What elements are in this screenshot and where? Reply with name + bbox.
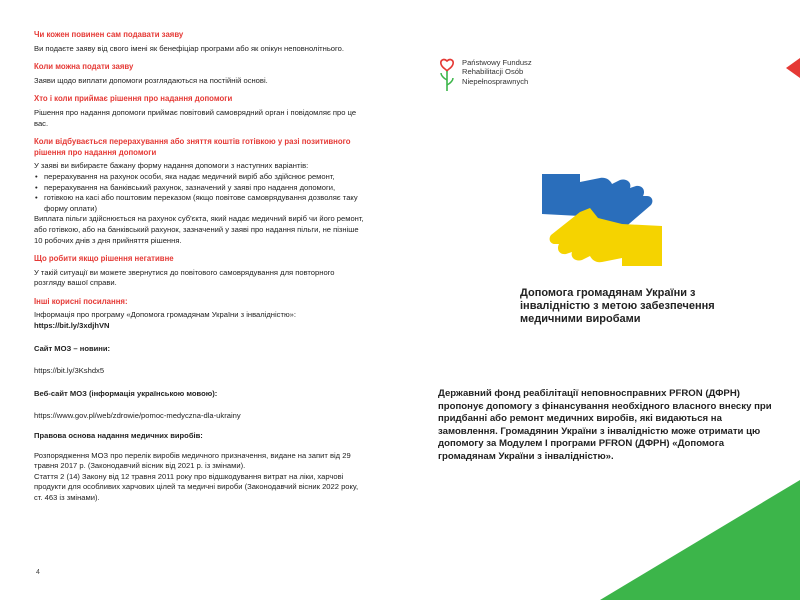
list-item: • перерахування на рахунок особи, яка надає медичний виріб або здійснює ремонт, <box>34 172 364 183</box>
leaflet-intro: Державний фонд реабілітації неповносправних PFRON (ДФРН) пропонує допомогу з фінансування необхідного власного внеску при придбанні або ремонт медичних виробів, які видаються на замовлення. Громадянин України з інвалідністю може отримати цю допомогу за Модулем I програми PFRON (ДФРН) «Допомога громадянам України з інвалідністю». <box>438 388 772 462</box>
corner-red-triangle <box>786 58 800 78</box>
text-legal-1: Розпорядження МОЗ про перелік виробів медичного призначення, видане на запит від 29 травня 2017 р. (Законодавчий вісник від 2021 р. із змінами). <box>34 450 351 471</box>
page-number: 4 <box>36 569 40 576</box>
logo-line-1: Państwowy Fundusz <box>462 58 532 67</box>
text-legal-2: Стаття 2 (14) Закону від 12 травня 2011 року про відшкодування витрат на ліки, харчові продукти для особливих харчових цілей та медичні вироби (Законодавчий вісник 2022 року, ст. 463 із змінами). <box>34 471 359 502</box>
ukraine-hands-icon <box>540 172 664 268</box>
label-moz-web: Веб-сайт МОЗ (інформація українською мовою): <box>34 388 218 398</box>
text-payment: Виплата пільги здійснюється на рахунок суб'єкта, який надає медичний виріб чи його ремонт, або готівкою, або на банківський рахунок, зазначений у заяві про надання пільги, не пізніше 10 робочих днів з дня прийняття рішення. <box>34 214 364 245</box>
link-moz-news[interactable]: https://bit.ly/3Kshdx5 <box>34 366 105 376</box>
heading-when-apply: Коли можна подати заяву <box>34 62 134 72</box>
spacer <box>34 354 364 366</box>
left-column <box>34 30 364 504</box>
logo-line-2: Rehabilitacji Osób <box>462 67 524 77</box>
leaflet-title: Допомога громадянам України з інвалідністю з метою забезпечення медичними виробами <box>520 287 715 326</box>
text-who-applies: Ви подаєте заяву від свого імені як бенефіціар програми або як опікун неповнолітнього. <box>34 43 344 53</box>
spacer <box>34 332 364 344</box>
spacer <box>34 442 364 451</box>
corner-green-triangle <box>600 480 800 600</box>
label-moz-news: Сайт МОЗ – новини: <box>34 343 111 353</box>
text-negative: У такій ситуації ви можете звернутися до повітового самоврядування для повторного розгляду вашої справи. <box>34 267 335 288</box>
logo-line-3: Niepełnosprawnych <box>462 76 529 86</box>
text-program-info: Інформація про програму «Допомога громадянам України з інвалідністю»: <box>34 310 296 320</box>
list-item: • перерахування на банківський рахунок, зазначений у заяві про надання допомоги, <box>34 183 364 194</box>
list-item: • готівкою на касі або поштовим переказом (якщо повітове самоврядування дозволяє таку форму оплати) <box>34 193 364 214</box>
heading-who-decides: Хто і коли приймає рішення про надання допомоги <box>34 94 233 104</box>
payment-options-list <box>34 172 364 214</box>
link-program[interactable]: https://bit.ly/3xdjhVN <box>34 321 110 331</box>
heading-payment: Коли відбувається перерахування або зняття коштів готівкою у разі позитивного рішення про надання допомоги <box>34 137 351 157</box>
heading-who-applies: Чи кожен повинен сам подавати заяву <box>34 30 184 39</box>
label-legal-basis: Правова основа надання медичних виробів: <box>34 431 203 441</box>
heading-negative: Що робити якщо рішення негативне <box>34 254 174 264</box>
pfron-logo <box>438 58 532 92</box>
spacer <box>34 422 364 431</box>
link-moz-web[interactable]: https://www.gov.pl/web/zdrowie/pomoc-medyczna-dla-ukrainy <box>34 411 241 421</box>
text-payment-intro: У заяві ви вибираєте бажану форму надання допомоги з наступних варіантів: <box>34 161 309 171</box>
spacer <box>34 377 364 389</box>
spacer <box>34 399 364 411</box>
tulip-logo-icon <box>438 58 456 92</box>
text-when-apply: Заяви щодо виплати допомоги розглядаються на постійній основі. <box>34 75 268 85</box>
text-who-decides: Рішення про надання допомоги приймає повітовий самоврядний орган і повідомляє про це вас. <box>34 107 357 128</box>
heading-links: Інші корисні посилання: <box>34 296 128 306</box>
